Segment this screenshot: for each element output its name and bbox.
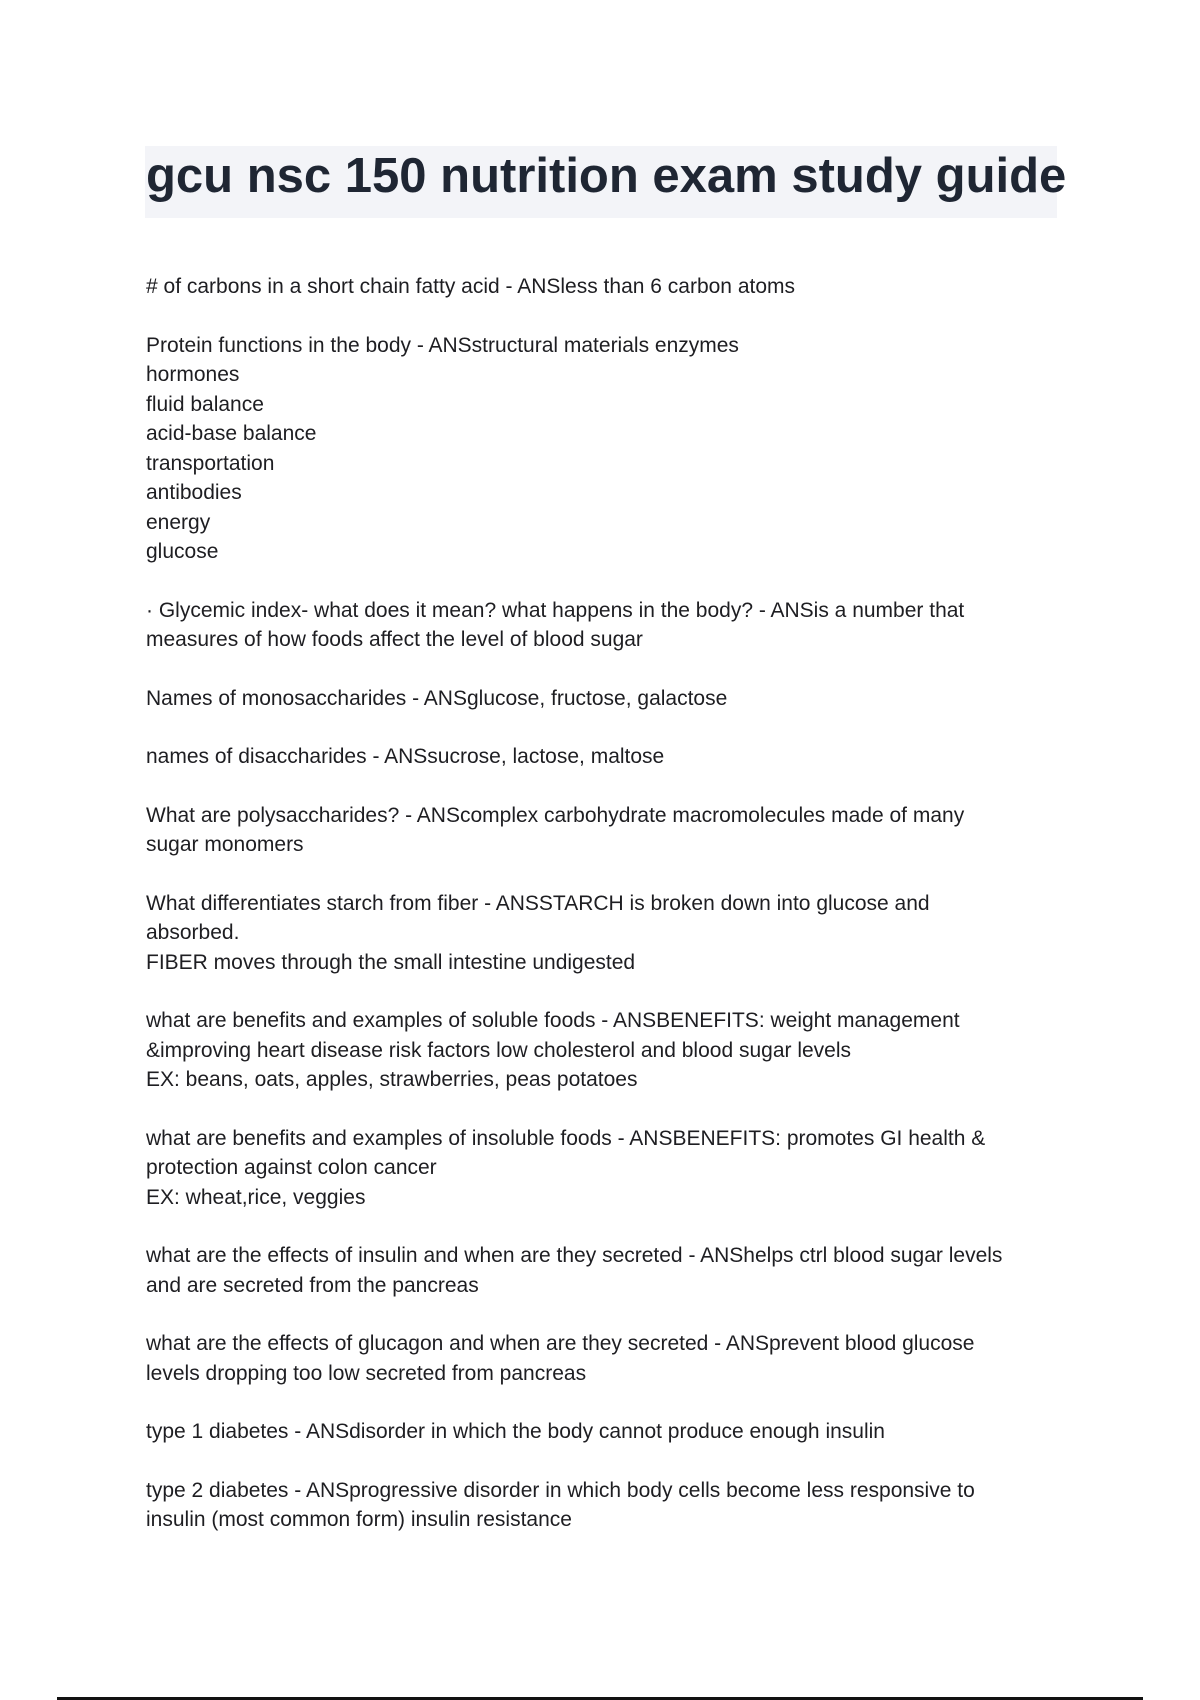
qa-entry <box>146 272 1066 302</box>
qa-line: type 2 diabetes - ANSprogressive disorder in which body cells become less responsive to <box>146 1478 975 1502</box>
page-title: gcu nsc 150 nutrition exam study guide <box>146 149 1067 203</box>
qa-line: · Glycemic index- what does it mean? what happens in the body? - ANSis a number that <box>146 598 965 622</box>
qa-line: what are the effects of glucagon and when are they secreted - ANSprevent blood glucose <box>146 1332 975 1355</box>
qa-line: What differentiates starch from fiber - ANSSTARCH is broken down into glucose and <box>146 891 930 915</box>
qa-line: transportation <box>146 451 275 475</box>
qa-line: acid-base balance <box>146 422 317 445</box>
qa-line: what are benefits and examples of insoluble foods - ANSBENEFITS: promotes GI health & <box>146 1126 986 1150</box>
qa-line: names of disaccharides - ANSsucrose, lactose, maltose <box>146 745 665 768</box>
qa-line: hormones <box>146 363 240 386</box>
qa-line: measures of how foods affect the level of blood sugar <box>146 628 643 651</box>
study-guide-entries <box>146 272 1066 1564</box>
qa-line: what are benefits and examples of soluble foods - ANSBENEFITS: weight management <box>146 1009 960 1032</box>
qa-entry <box>146 1417 1066 1447</box>
qa-line: Names of monosaccharides - ANSglucose, fructose, galactose <box>146 686 728 710</box>
qa-line: EX: beans, oats, apples, strawberries, peas potatoes <box>146 1068 638 1091</box>
qa-line: FIBER moves through the small intestine undigested <box>146 950 636 974</box>
qa-line: absorbed. <box>146 921 240 944</box>
qa-line: what are the effects of insulin and when are they secreted - ANShelps ctrl blood sugar levels <box>146 1244 1003 1267</box>
qa-entry <box>146 1241 1066 1300</box>
qa-line: energy <box>146 510 211 534</box>
qa-line: Protein functions in the body - ANSstructural materials enzymes <box>146 333 739 357</box>
qa-line: type 1 diabetes - ANSdisorder in which the body cannot produce enough insulin <box>146 1420 885 1443</box>
qa-line: insulin (most common form) insulin resistance <box>146 1508 572 1531</box>
qa-entry <box>146 1124 1066 1213</box>
qa-line: What are polysaccharides? - ANScomplex carbohydrate macromolecules made of many <box>146 803 965 827</box>
qa-entry <box>146 1329 1066 1388</box>
qa-line: protection against colon cancer <box>146 1156 437 1179</box>
qa-line: levels dropping too low secreted from pancreas <box>146 1361 587 1385</box>
qa-entry <box>146 684 1066 714</box>
qa-line: antibodies <box>146 481 242 504</box>
qa-entry <box>146 331 1066 567</box>
qa-line: EX: wheat,rice, veggies <box>146 1185 366 1209</box>
qa-entry <box>146 596 1066 655</box>
qa-line: fluid balance <box>146 392 264 416</box>
qa-entry <box>146 1476 1066 1535</box>
qa-entry <box>146 801 1066 860</box>
qa-entry <box>146 742 1066 772</box>
qa-entry <box>146 1006 1066 1095</box>
qa-entry <box>146 889 1066 978</box>
qa-line: &improving heart disease risk factors low cholesterol and blood sugar levels <box>146 1038 852 1062</box>
qa-line: and are secreted from the pancreas <box>146 1273 479 1297</box>
qa-line: glucose <box>146 540 219 563</box>
qa-line: # of carbons in a short chain fatty acid - ANSless than 6 carbon atoms <box>146 275 796 298</box>
qa-line: sugar monomers <box>146 833 304 856</box>
